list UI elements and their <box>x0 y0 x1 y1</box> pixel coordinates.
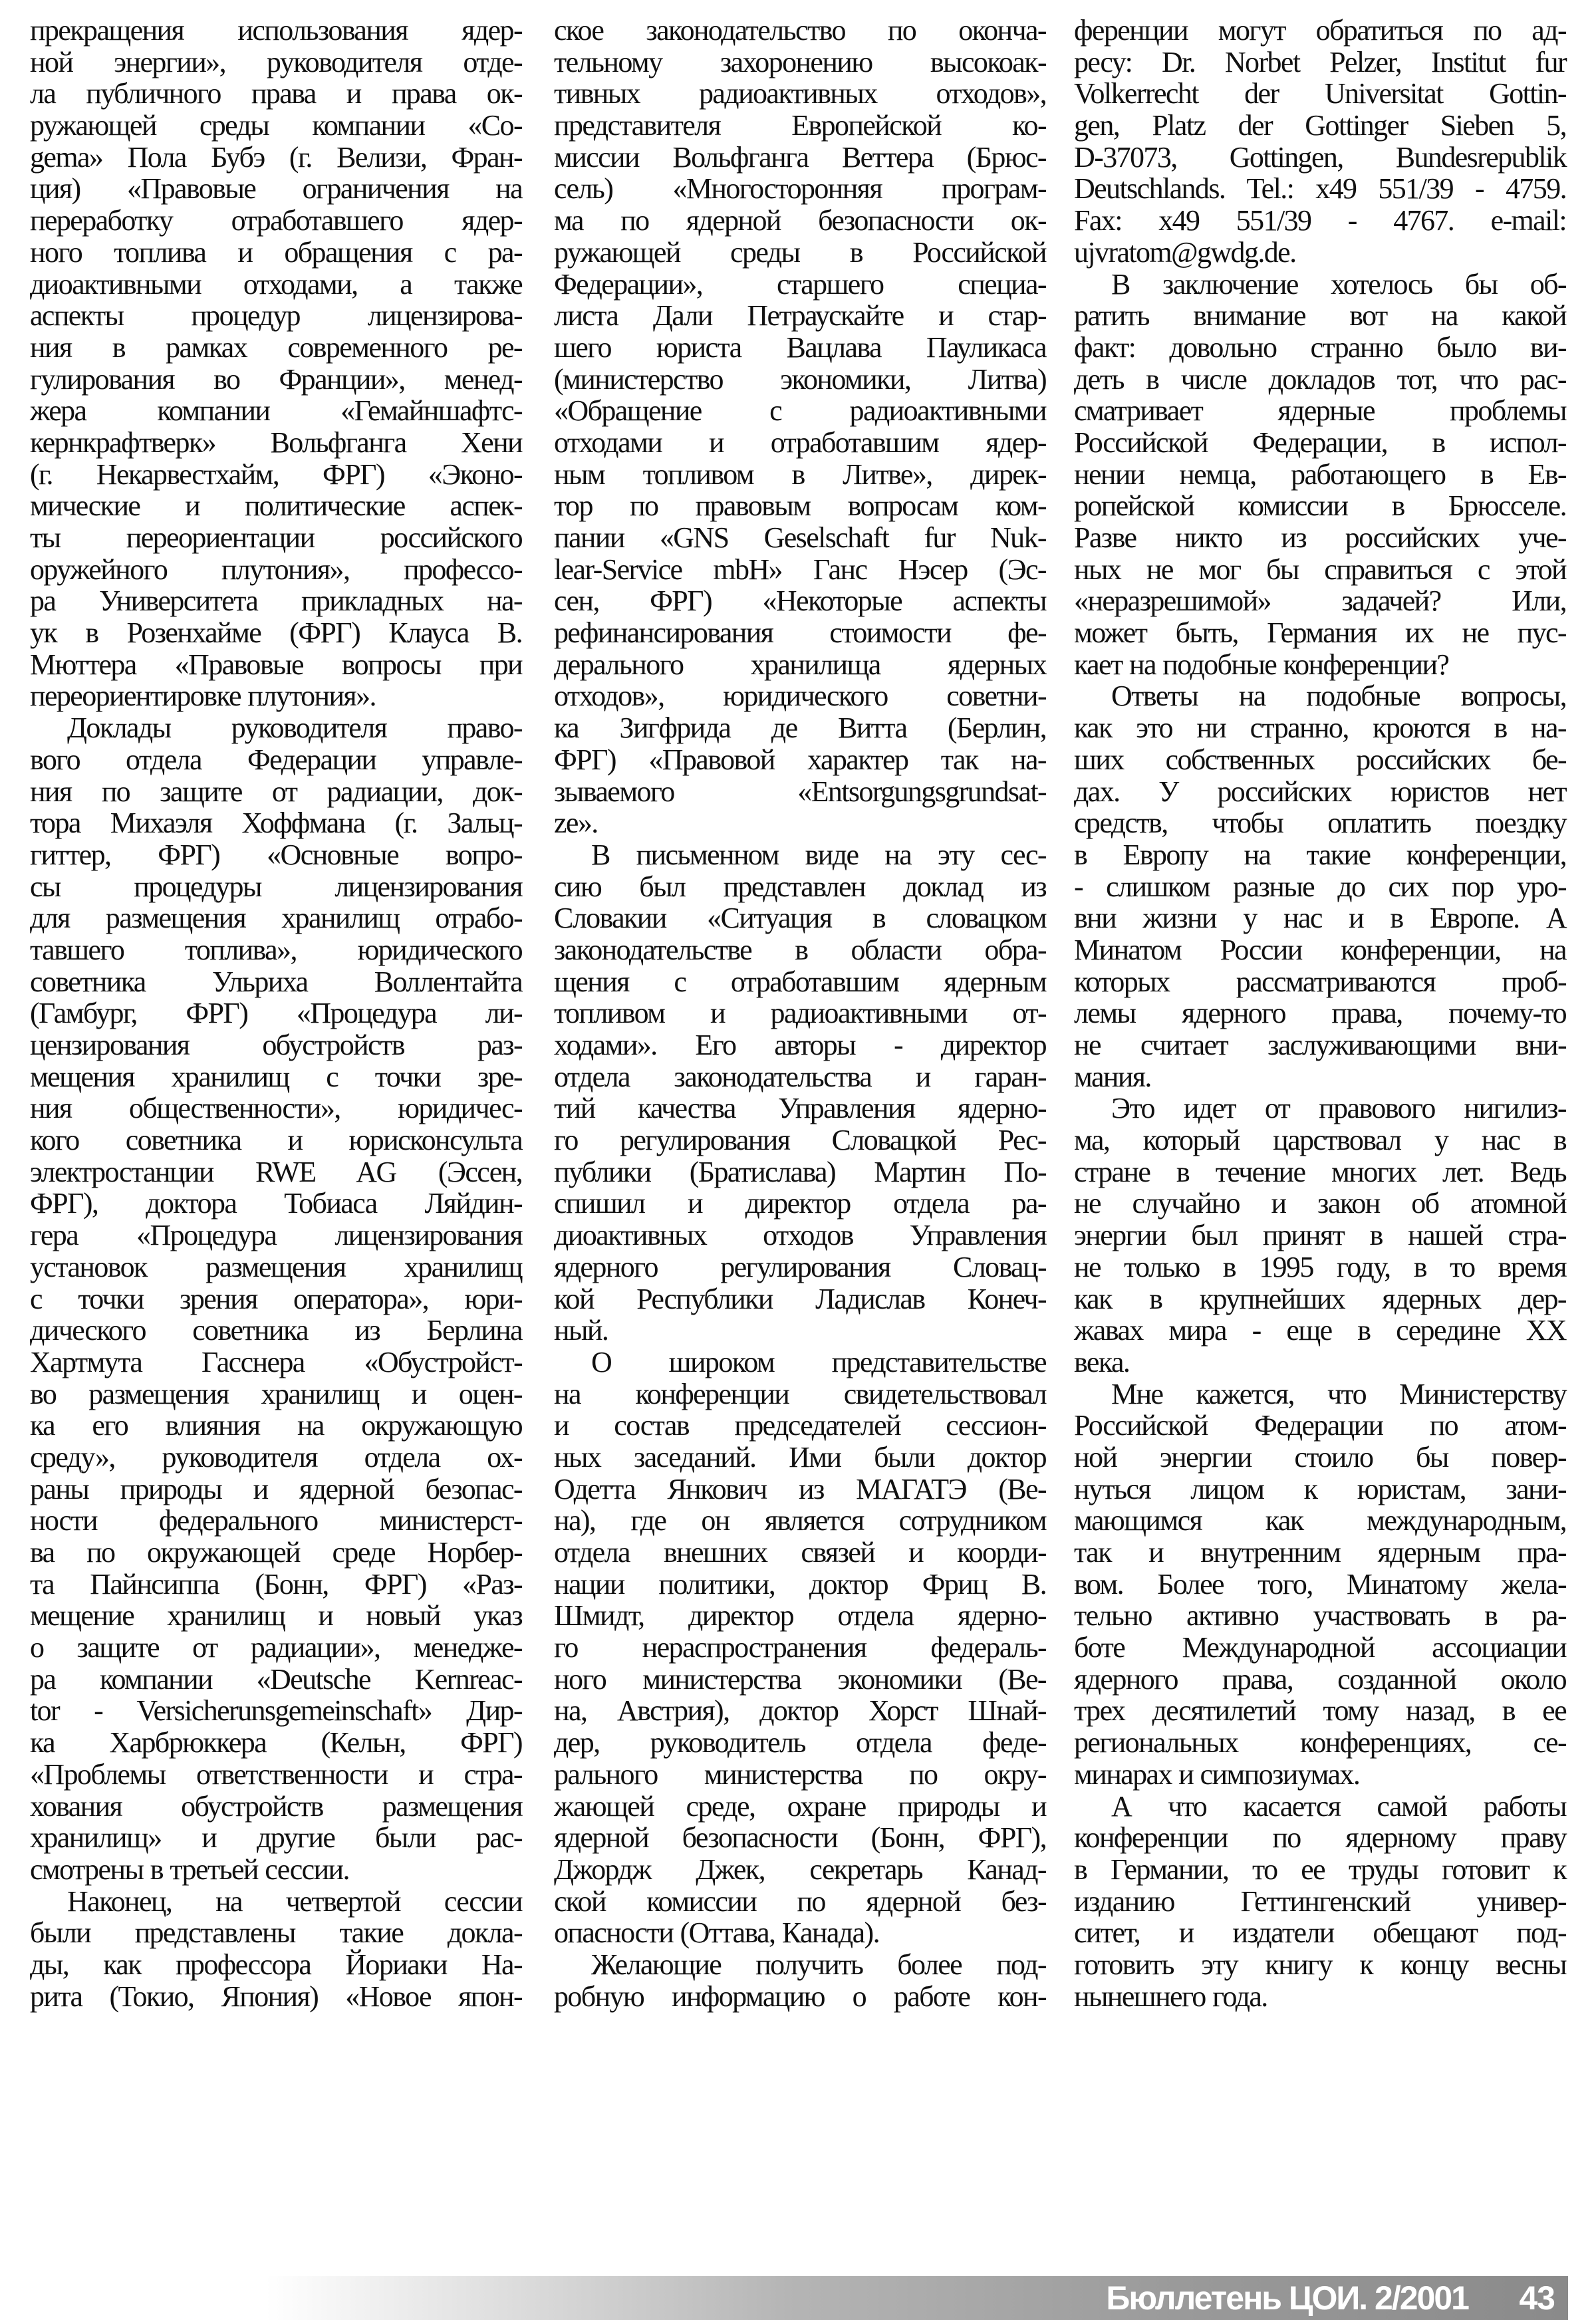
text-line: ФРГ) «Правовой характер так на- <box>554 743 1046 776</box>
text-line: смотрены в третьей сессии. <box>30 1853 349 1886</box>
text-line: гулирования во Франции», менед- <box>30 362 522 396</box>
text-line: среду», руководителя отдела ох- <box>30 1440 522 1474</box>
text-line: Одетта Янкович из МАГАТЭ (Ве- <box>554 1472 1046 1505</box>
text-line: ва по окружающей среде Норбер- <box>30 1536 522 1569</box>
text-line: кернкрафтверк» Вольфганга Хени <box>30 426 522 459</box>
text-line: кой Республики Ладислав Конеч- <box>554 1282 1046 1315</box>
text-line: ного министерства экономики (Ве- <box>554 1662 1046 1696</box>
text-line: тора Михаэля Хоффмана (г. Зальц- <box>30 807 522 840</box>
text-line: топливом и радиоактивными от- <box>554 997 1046 1030</box>
text-line: Российской Федерации, в испол- <box>1074 426 1566 459</box>
text-line: ка Зигфрида де Витта (Берлин, <box>554 711 1046 745</box>
text-line: в Германии, то ее труды готовит к <box>1074 1853 1566 1886</box>
text-line: сен, ФРГ) «Некоторые аспекты <box>554 584 1046 618</box>
text-line: щения с отработавшим ядерным <box>554 965 1046 998</box>
paragraph-start-line: Ответы на подобные вопросы, <box>1111 680 1566 713</box>
text-line: прекращения использования ядер- <box>30 14 522 47</box>
text-line: сель) «Многосторонняя програм- <box>554 172 1046 205</box>
text-line: ного топлива и обращения с ра- <box>30 235 522 269</box>
text-line: ze». <box>554 807 598 840</box>
text-line: гера «Процедура лицензирования <box>30 1219 522 1252</box>
text-line: кого советника и юрисконсульта <box>30 1124 522 1157</box>
text-line: оружейного плутония», профессо- <box>30 553 522 586</box>
text-line: ным топливом в Литве», дирек- <box>554 457 1046 491</box>
paragraph-start-line: Это идет от правового нигилиз- <box>1111 1092 1566 1125</box>
text-line: ния общественности», юридичес- <box>30 1092 522 1125</box>
text-line: дер, руководитель отдела феде- <box>554 1726 1046 1759</box>
text-line: ФРГ), доктора Тобиаса Ляйдин- <box>30 1187 522 1220</box>
text-line: ференции могут обратиться по ад- <box>1074 14 1566 47</box>
text-line: отходов», юридического советни- <box>554 680 1046 713</box>
text-line: миссии Вольфганга Веттера (Брюс- <box>554 140 1046 174</box>
text-line: та Пайнсиппа (Бонн, ФРГ) «Раз- <box>30 1567 522 1601</box>
paragraph-start-line: В письменном виде на эту сес- <box>591 838 1046 871</box>
text-line: D-37073, Gottingen, Bundesrepublik <box>1074 140 1566 174</box>
text-line: вом. Более того, Минатому жела- <box>1074 1567 1566 1601</box>
text-line: Минатом России конференции, на <box>1074 933 1566 966</box>
text-line: тий качества Управления ядерно- <box>554 1092 1046 1125</box>
text-line: в Европу на такие конференции, <box>1074 838 1566 871</box>
text-line: факт: довольно странно было ви- <box>1074 330 1566 364</box>
text-line: отходами и отработавшим ядер- <box>554 426 1046 459</box>
text-line: - слишком разные до сих пор уро- <box>1074 870 1566 903</box>
text-line: gen, Platz der Gottinger Sieben 5, <box>1074 109 1566 142</box>
text-line: советника Ульриха Воллентайта <box>30 965 522 998</box>
text-line: Джордж Джек, секретарь Канад- <box>554 1853 1046 1886</box>
paragraph-start-line: Наконец, на четвертой сессии <box>67 1884 522 1918</box>
text-line: зываемого «Entsorgungsgrundsat- <box>554 775 1046 808</box>
text-line: ка его влияния на окружающую <box>30 1409 522 1442</box>
text-line: мания. <box>1074 1060 1151 1093</box>
text-line: тор по правовым вопросам ком- <box>554 489 1046 523</box>
text-line: сы процедуры лицензирования <box>30 870 522 903</box>
text-line: хования обустройств размещения <box>30 1789 522 1823</box>
text-line: ных заседаний. Ими были доктор <box>554 1440 1046 1474</box>
text-line: Шмидт, директор отдела ядерно- <box>554 1599 1046 1632</box>
text-line: боте Международной ассоциации <box>1074 1631 1566 1664</box>
text-line: диоактивными отходами, а также <box>30 267 522 301</box>
text-line: средств, чтобы оплатить поездку <box>1074 807 1566 840</box>
text-line: ших собственных российских бе- <box>1074 743 1566 776</box>
text-line: Volkerrecht der Universitat Gottin- <box>1074 77 1566 110</box>
text-line: готовить эту книгу к концу весны <box>1074 1948 1566 1981</box>
text-line: ных не мог бы справиться с этой <box>1074 553 1566 586</box>
text-line: и состав председателей сессион- <box>554 1409 1046 1442</box>
text-line: аспекты процедур лицензирова- <box>30 299 522 332</box>
text-line: публики (Братислава) Мартин По- <box>554 1155 1046 1188</box>
text-line: ка Харбрюккера (Кельн, ФРГ) <box>30 1726 522 1759</box>
text-line: на), где он является сотрудником <box>554 1504 1046 1537</box>
text-line: tor - Versicherunsgemeinschaft» Дир- <box>30 1694 522 1728</box>
text-line: как это ни странно, кроются в на- <box>1074 711 1566 745</box>
text-line: пании «GNS Geselschaft fur Nuk- <box>554 521 1046 554</box>
text-line: рефинансирования стоимости фе- <box>554 616 1046 650</box>
text-line: переработку отработавшего ядер- <box>30 204 522 237</box>
text-line: дического советника из Берлина <box>30 1314 522 1347</box>
text-line: ты переориентации российского <box>30 521 522 554</box>
text-line: дах. У российских юристов нет <box>1074 775 1566 808</box>
text-line: Словакии «Ситуация в словацком <box>554 902 1046 935</box>
text-line: ния в рамках современного ре- <box>30 330 522 364</box>
footer-bar <box>266 2276 1568 2320</box>
text-line: конференции по ядерному праву <box>1074 1821 1566 1855</box>
text-line: мещение хранилищ и новый указ <box>30 1599 522 1632</box>
text-line: Российской Федерации по атом- <box>1074 1409 1566 1442</box>
text-column-3 <box>1074 15 1566 2012</box>
text-line: ной энергии», руководителя отде- <box>30 45 522 78</box>
text-line: мающимся как международным, <box>1074 1504 1566 1537</box>
text-line: отдела внешних связей и коорди- <box>554 1536 1046 1569</box>
text-line: не только в 1995 году, в то время <box>1074 1250 1566 1283</box>
text-line: диоактивных отходов Управления <box>554 1219 1046 1252</box>
text-line: Мюттера «Правовые вопросы при <box>30 648 522 681</box>
text-line: может быть, Германия их не пус- <box>1074 616 1566 650</box>
text-line: цензирования обустройств раз- <box>30 1029 522 1061</box>
paragraph-start-line: Доклады руководителя право- <box>67 711 522 745</box>
text-line: нении немца, работающего в Ев- <box>1074 457 1566 491</box>
text-line: на, Австрия), доктор Хорст Шнай- <box>554 1694 1046 1728</box>
text-line: шего юриста Вацлава Пауликаса <box>554 330 1046 364</box>
text-line: изданию Геттингенский универ- <box>1074 1884 1566 1918</box>
text-line: электростанции RWE AG (Эссен, <box>30 1155 522 1188</box>
text-line: кает на подобные конференции? <box>1074 648 1449 681</box>
text-line: ружающей среды компании «Со- <box>30 109 522 142</box>
text-line: ропейской комиссии в Брюсселе. <box>1074 489 1566 523</box>
text-line: ядерной безопасности (Бонн, ФРГ), <box>554 1821 1046 1855</box>
text-line: нации политики, доктор Фриц В. <box>554 1567 1046 1601</box>
text-line: (г. Некарвестхайм, ФРГ) «Эконо- <box>30 457 522 491</box>
text-line: на конференции свидетельствовал <box>554 1377 1046 1410</box>
text-line: раны природы и ядерной безопас- <box>30 1472 522 1505</box>
text-line: для размещения хранилищ отрабо- <box>30 902 522 935</box>
text-line: тавшего топлива», юридического <box>30 933 522 966</box>
text-line: энергии был принят в нашей стра- <box>1074 1219 1566 1252</box>
text-line: ской комиссии по ядерной без- <box>554 1884 1046 1918</box>
text-line: законодательстве в области обра- <box>554 933 1046 966</box>
text-line: как в крупнейших ядерных дер- <box>1074 1282 1566 1315</box>
text-line: спишил и директор отдела ра- <box>554 1187 1046 1220</box>
text-line: ujvratom@gwdg.de. <box>1074 235 1296 269</box>
text-line: «неразрешимой» задачей? Или, <box>1074 584 1566 618</box>
text-line: (министерство экономики, Литва) <box>554 362 1046 396</box>
text-line: ный. <box>554 1314 608 1347</box>
text-line: нуться лицом к юристам, зани- <box>1074 1472 1566 1505</box>
text-line: сматривает ядерные проблемы <box>1074 394 1566 428</box>
page-number: 43 <box>1519 2279 1555 2317</box>
text-line: ситет, и издатели обещают под- <box>1074 1916 1566 1950</box>
text-line: ра Университета прикладных на- <box>30 584 522 618</box>
text-line: трех десятилетий тому назад, в ее <box>1074 1694 1566 1728</box>
text-line: ла публичного права и права ок- <box>30 77 522 110</box>
text-line: Разве никто из российских уче- <box>1074 521 1566 554</box>
text-line: представителя Европейской ко- <box>554 109 1046 142</box>
text-line: lear-Service mbH» Ганс Нэсер (Эс- <box>554 553 1046 586</box>
text-line: гиттер, ФРГ) «Основные вопро- <box>30 838 522 871</box>
text-line: не считает заслуживающими вни- <box>1074 1029 1566 1061</box>
text-line: робную информацию о работе кон- <box>554 1980 1046 2013</box>
text-line: нынешнего года. <box>1074 1980 1267 2013</box>
text-line: отдела законодательства и гаран- <box>554 1060 1046 1093</box>
text-line: ности федерального министерст- <box>30 1504 522 1537</box>
text-line: опасности (Оттава, Канада). <box>554 1916 879 1950</box>
text-line: тельно активно участвовать в ра- <box>1074 1599 1566 1632</box>
paragraph-start-line: Желающие получить более под- <box>591 1948 1046 1981</box>
text-line: ружающей среды в Российской <box>554 235 1046 269</box>
text-line: ция) «Правовые ограничения на <box>30 172 522 205</box>
text-line: во размещения хранилищ и оцен- <box>30 1377 522 1410</box>
text-line: вого отдела Федерации управле- <box>30 743 522 776</box>
text-line: установок размещения хранилищ <box>30 1250 522 1283</box>
text-line: рита (Токио, Япония) «Новое япон- <box>30 1980 522 2013</box>
text-line: ядерного права, созданной около <box>1074 1662 1566 1696</box>
paragraph-start-line: Мне кажется, что Министерству <box>1111 1377 1566 1410</box>
text-line: ук в Розенхайме (ФРГ) Клауса В. <box>30 616 522 650</box>
text-line: жера компании «Гемайншафтс- <box>30 394 522 428</box>
text-line: жавах мира - еще в середине XX <box>1074 1314 1566 1347</box>
text-line: «Проблемы ответственности и стра- <box>30 1757 522 1791</box>
text-line: ресу: Dr. Norbet Pelzer, Institut fur <box>1074 45 1566 78</box>
text-line: сию был представлен доклад из <box>554 870 1046 903</box>
text-line: ядерного регулирования Словац- <box>554 1250 1046 1283</box>
text-column-2 <box>554 15 1046 2012</box>
text-line: ды, как профессора Йориаки На- <box>30 1948 522 1981</box>
text-line: региональных конференциях, се- <box>1074 1726 1566 1759</box>
paragraph-start-line: А что касается самой работы <box>1111 1789 1566 1823</box>
text-line: дерального хранилища ядерных <box>554 648 1046 681</box>
text-line: Хартмута Гасснера «Обустройст- <box>30 1345 522 1378</box>
text-line: так и внутренним ядерным пра- <box>1074 1536 1566 1569</box>
text-line: о защите от радиации», менедже- <box>30 1631 522 1664</box>
text-line: были представлены такие докла- <box>30 1916 522 1950</box>
text-line: минарах и симпозиумах. <box>1074 1757 1360 1791</box>
text-line: жающей среде, охране природы и <box>554 1789 1046 1823</box>
text-line: века. <box>1074 1345 1130 1378</box>
text-line: деть в числе докладов тот, что рас- <box>1074 362 1566 396</box>
text-line: с точки зрения оператора», юри- <box>30 1282 522 1315</box>
text-line: которых рассматриваются проб- <box>1074 965 1566 998</box>
text-line: Deutschlands. Tel.: x49 551/39 - 4759. <box>1074 172 1566 205</box>
text-line: не случайно и закон об атомной <box>1074 1187 1566 1220</box>
text-line: тельному захоронению высокоак- <box>554 45 1046 78</box>
text-line: листа Дали Петраускайте и стар- <box>554 299 1046 332</box>
text-line: вни жизни у нас и в Европе. А <box>1074 902 1566 935</box>
text-line: ское законодательство по оконча- <box>554 14 1046 47</box>
text-line: лемы ядерного права, почему-то <box>1074 997 1566 1030</box>
text-line: ния по защите от радиации, док- <box>30 775 522 808</box>
text-line: го нераспространения федераль- <box>554 1631 1046 1664</box>
text-column-1 <box>30 15 522 2012</box>
text-line: (Гамбург, ФРГ) «Процедура ли- <box>30 997 522 1030</box>
text-line: ратить внимание вот на какой <box>1074 299 1566 332</box>
text-line: мические и политические аспек- <box>30 489 522 523</box>
text-line: gema» Пола Бубэ (г. Велизи, Фран- <box>30 140 522 174</box>
text-line: ма, который царствовал у нас в <box>1074 1124 1566 1157</box>
text-line: тивных радиоактивных отходов», <box>554 77 1046 110</box>
text-line: ра компании «Deutsche Kernreac- <box>30 1662 522 1696</box>
text-line: Fax: x49 551/39 - 4767. e-mail: <box>1074 204 1566 237</box>
text-line: хранилищ» и другие были рас- <box>30 1821 522 1855</box>
text-line: стране в течение многих лет. Ведь <box>1074 1155 1566 1188</box>
paragraph-start-line: О широком представительстве <box>591 1345 1046 1378</box>
paragraph-start-line: В заключение хотелось бы об- <box>1111 267 1566 301</box>
text-line: переориентировке плутония». <box>30 680 376 713</box>
text-line: «Обращение с радиоактивными <box>554 394 1046 428</box>
publication-title: Бюллетень ЦОИ. 2/2001 <box>1106 2279 1468 2317</box>
text-line: го регулирования Словацкой Рес- <box>554 1124 1046 1157</box>
text-line: Федерации», старшего специа- <box>554 267 1046 301</box>
text-line: ма по ядерной безопасности ок- <box>554 204 1046 237</box>
text-line: ходами». Его авторы - директор <box>554 1029 1046 1061</box>
text-line: ной энергии стоило бы повер- <box>1074 1440 1566 1474</box>
text-line: рального министерства по окру- <box>554 1757 1046 1791</box>
text-line: мещения хранилищ с точки зре- <box>30 1060 522 1093</box>
